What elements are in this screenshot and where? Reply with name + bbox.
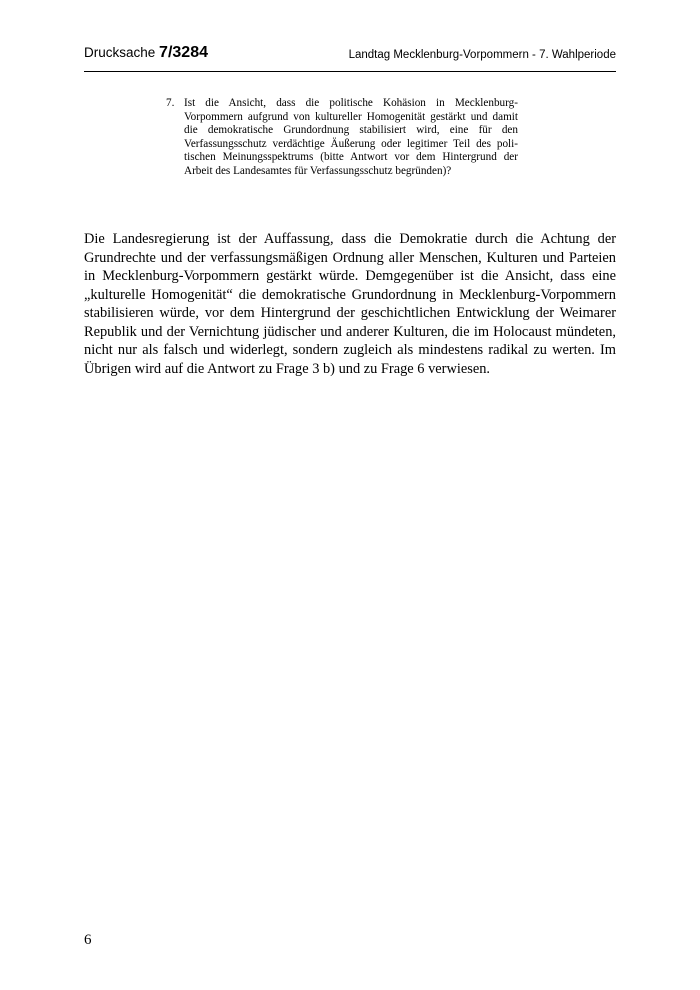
document-id bbox=[84, 44, 208, 62]
page-number: 6 bbox=[84, 932, 92, 948]
document-number: 7/3284 bbox=[159, 44, 208, 61]
answer-paragraph: Die Landesregierung ist der Auffassung, dass die Demokratie durch die Achtung der Grundrechte und der verfassungsmäßigen Ordnung aller Menschen, Kulturen und Parteien in Mecklenburg-Vorpommern gestärkt würde. Demgegenüber ist die Ansicht, dass eine „kulturelle Homogenität“ die demokratische Grundordnung in Mecklenburg-Vorpommern stabilisieren würde, vor dem Hintergrund der geschichtlichen Entwicklung der Weimarer Republik und der Vernichtung jüdischer und anderer Kulturen, die im Holocaust mündeten, nicht nur als falsch und widerlegt, sondern zugleich als mindestens radikal zu werten. Im Übrigen wird auf die Antwort zu Frage 3 b) und zu Frage 6 verwiesen. bbox=[84, 231, 616, 377]
question-block bbox=[166, 97, 518, 179]
header-divider bbox=[84, 71, 616, 72]
page-header bbox=[84, 36, 616, 66]
question-text: Ist die Ansicht, dass die politische Kohäsion in Mecklenburg-Vorpommern aufgrund von kultureller Homogenität gestärkt und damit die demokratische Grundordnung stabilisiert wird, eine für den Verfassungsschutz verdächtige Äußerung oder legitimer Teil des politischen Meinungsspektrums (bitte Antwort vor dem Hintergrund der Arbeit des Landesamtes für Verfassungsschutz begründen)? bbox=[184, 97, 518, 177]
question-number: 7. bbox=[166, 97, 175, 109]
parliament-label: Landtag Mecklenburg-Vorpommern - 7. Wahlperiode bbox=[348, 49, 616, 61]
document-label: Drucksache bbox=[84, 45, 156, 60]
